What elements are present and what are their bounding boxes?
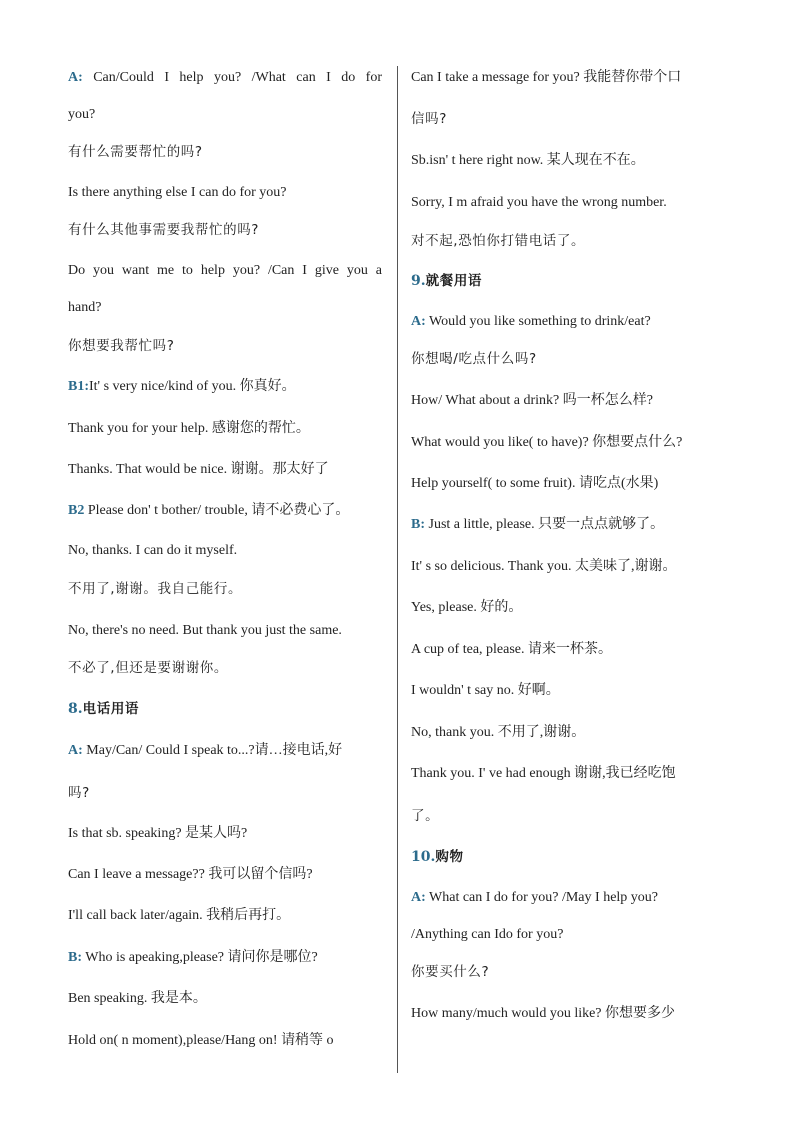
text-line: Do you want me to help you? /Can I give you a xyxy=(68,263,382,278)
text-line: 有什么需要帮忙的吗? xyxy=(68,144,203,160)
section-number: 9. xyxy=(411,273,426,289)
text-line: you? xyxy=(68,107,96,122)
section-title: 就餐用语 xyxy=(425,273,483,289)
line-text: Just a little, please. 只要一点点就够了。 xyxy=(425,517,665,532)
text-line: Sorry, I m afraid you have the wrong number. xyxy=(411,195,667,210)
text-line: Thank you for your help. 感谢您的帮忙。 xyxy=(68,421,310,436)
text-line: Is that sb. speaking? 是某人吗? xyxy=(68,826,248,841)
speaker-label: A: xyxy=(411,890,426,905)
text-line: It' s so delicious. Thank you. 太美味了,谢谢。 xyxy=(411,559,677,574)
section-heading-telephone xyxy=(68,700,139,718)
section-title: 电话用语 xyxy=(82,701,140,717)
text-line: Thanks. That would be nice. 谢谢。那太好了 xyxy=(68,462,329,477)
text-line: 信吗? xyxy=(411,111,447,127)
speaker-label: A: xyxy=(68,743,83,758)
line-text: It' s very nice/kind of you. 你真好。 xyxy=(89,379,296,394)
text-line xyxy=(68,378,296,396)
text-line xyxy=(411,516,664,534)
line-text: Can/Could I help you? /What can I do for xyxy=(93,70,382,85)
text-line: 对不起,恐怕你打错电话了。 xyxy=(411,233,586,249)
column-divider xyxy=(397,66,398,1073)
text-line xyxy=(68,502,349,520)
text-line: Yes, please. 好的。 xyxy=(411,600,523,615)
text-line: Can I leave a message?? 我可以留个信吗? xyxy=(68,867,313,882)
text-line: Thank you. I' ve had enough 谢谢,我已经吃饱 xyxy=(411,766,676,781)
line-text: May/Can/ Could I speak to...?请…接电话,好 xyxy=(82,743,343,758)
text-line: No, thank you. 不用了,谢谢。 xyxy=(411,725,586,740)
text-line: hand? xyxy=(68,300,102,315)
text-line: /Anything can Ido for you? xyxy=(411,927,564,942)
speaker-label: B1: xyxy=(68,379,89,394)
text-line: 吗? xyxy=(68,785,90,801)
section-number: 10. xyxy=(411,849,436,865)
text-line: No, there's no need. But thank you just the same. xyxy=(68,623,342,638)
line-text: Who is apeaking,please? 请问你是哪位? xyxy=(82,950,318,965)
line-text: Please don' t bother/ trouble, 请不必费心了。 xyxy=(84,503,350,518)
text-line: How many/much would you like? 你想要多少 xyxy=(411,1006,676,1021)
speaker-label: B: xyxy=(411,517,425,532)
text-line: 你想要我帮忙吗? xyxy=(68,338,175,354)
speaker-label: B: xyxy=(68,950,82,965)
text-line: Hold on( n moment),please/Hang on! 请稍等 o xyxy=(68,1033,334,1048)
text-line xyxy=(68,69,382,87)
text-line: Can I take a message for you? 我能替你带个口 xyxy=(411,70,682,85)
text-line: What would you like( to have)? 你想要点什么? xyxy=(411,435,683,450)
line-text: What can I do for you? /May I help you? xyxy=(425,890,659,905)
text-line xyxy=(411,889,658,907)
text-line: Ben speaking. 我是本。 xyxy=(68,991,207,1006)
text-line: 不用了,谢谢。我自己能行。 xyxy=(68,581,243,597)
speaker-label: B2 xyxy=(68,503,85,518)
text-line: A cup of tea, please. 请来一杯茶。 xyxy=(411,642,613,657)
text-line: 你想喝/吃点什么吗? xyxy=(411,351,537,367)
text-line: Help yourself( to some fruit). 请吃点(水果) xyxy=(411,476,659,491)
line-text: Would you like something to drink/eat? xyxy=(425,314,651,329)
text-line: 不必了,但还是要谢谢你。 xyxy=(68,660,228,676)
section-title: 购物 xyxy=(435,849,464,865)
text-line: 了。 xyxy=(411,808,440,824)
section-heading-dining xyxy=(411,272,482,290)
text-line: How/ What about a drink? 吗一杯怎么样? xyxy=(411,393,653,408)
text-line xyxy=(68,949,318,967)
text-line xyxy=(68,742,342,760)
text-line xyxy=(411,313,651,331)
text-line: Sb.isn' t here right now. 某人现在不在。 xyxy=(411,153,645,168)
text-line: Is there anything else I can do for you? xyxy=(68,185,287,200)
text-line: No, thanks. I can do it myself. xyxy=(68,543,238,558)
text-line: I'll call back later/again. 我稍后再打。 xyxy=(68,908,291,923)
section-number: 8. xyxy=(68,701,83,717)
text-line: 你要买什么? xyxy=(411,964,490,980)
text-line: I wouldn' t say no. 好啊。 xyxy=(411,683,560,698)
speaker-label: A: xyxy=(411,314,426,329)
text-line: 有什么其他事需要我帮忙的吗? xyxy=(68,222,260,238)
speaker-label: A: xyxy=(68,70,83,85)
section-heading-shopping xyxy=(411,848,464,866)
